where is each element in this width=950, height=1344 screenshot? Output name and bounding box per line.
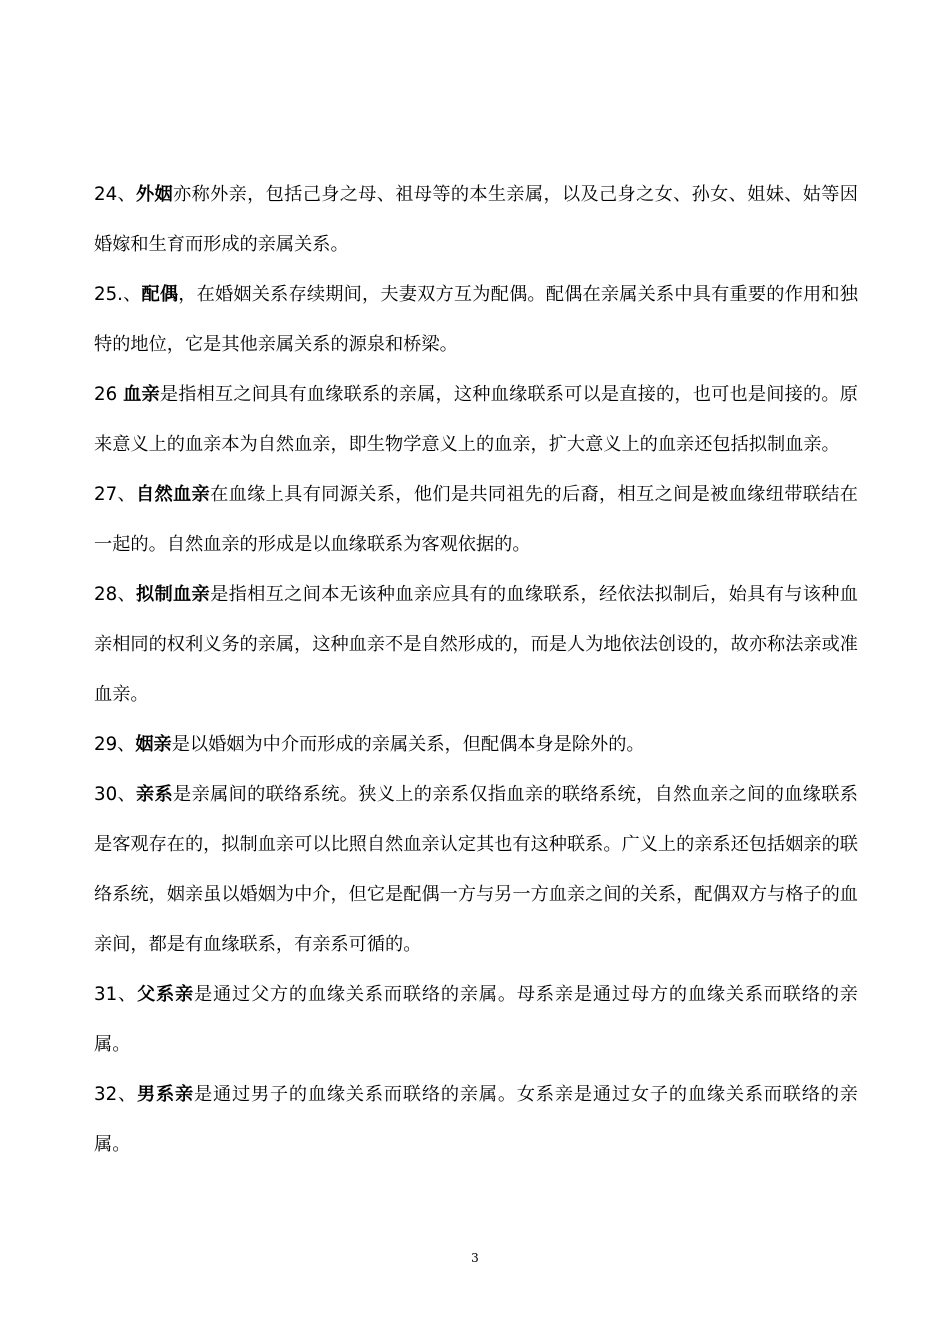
term-heading: 亲系 (136, 784, 174, 805)
definition-paragraph-32 (94, 1070, 858, 1170)
term-heading: 自然血亲 (136, 484, 211, 505)
term-heading: 外姻 (136, 184, 174, 205)
item-number: 32、 (94, 1084, 137, 1105)
definition-text: 亦称外亲，包括己身之母、祖母等的本生亲属，以及己身之女、孙女、姐妹、姑等因婚嫁和生育而形成的亲属关系。 (94, 184, 858, 255)
definition-paragraph-25 (94, 270, 858, 370)
page-number: 3 (471, 1251, 479, 1265)
definition-paragraph-28 (94, 570, 858, 720)
term-heading: 配偶 (141, 284, 179, 305)
definition-paragraph-24 (94, 170, 858, 270)
item-number: 29、 (94, 734, 136, 755)
term-heading: 血亲 (123, 384, 160, 405)
definition-paragraph-27 (94, 470, 858, 570)
definition-paragraph-29 (94, 720, 858, 770)
definition-text: 是以婚姻为中介而形成的亲属关系，但配偶本身是除外的。 (171, 734, 645, 755)
definition-paragraph-30 (94, 770, 858, 970)
item-number: 28、 (94, 584, 136, 605)
item-number: 31、 (94, 984, 137, 1005)
definition-text: 是通过男子的血缘关系而联络的亲属。女系亲是通过女子的血缘关系而联络的亲属。 (94, 1084, 858, 1155)
term-heading: 姻亲 (135, 734, 172, 755)
item-number: 26 (94, 384, 124, 405)
definition-text: 是亲属间的联络系统。狭义上的亲系仅指血亲的联络系统，自然血亲之间的血缘联系是客观存在的，拟制血亲可以比照自然血亲认定其也有这种联系。广义上的亲系还包括姻亲的联络系统，姻亲虽以婚姻为中介，但它是配偶一方与另一方血亲之间的关系，配偶双方与格子的血亲间，都是有血缘联系，有亲系可循的。 (94, 784, 858, 955)
definition-paragraph-26 (94, 370, 858, 470)
definition-text: ，在婚姻关系存续期间，夫妻双方互为配偶。配偶在亲属关系中具有重要的作用和独特的地位，它是其他亲属关系的源泉和桥梁。 (94, 284, 858, 355)
term-heading: 父系亲 (136, 984, 194, 1005)
item-number: 30、 (94, 784, 136, 805)
item-number: 25.、 (94, 284, 142, 305)
definition-paragraph-31 (94, 970, 858, 1070)
item-number: 27、 (94, 484, 136, 505)
definition-text: 是指相互之间本无该种血亲应具有的血缘联系，经依法拟制后，始具有与该种血亲相同的权利义务的亲属，这种血亲不是自然形成的，而是人为地依法创设的，故亦称法亲或准血亲。 (94, 584, 858, 705)
document-body (94, 170, 858, 1170)
definition-text: 在血缘上具有同源关系，他们是共同祖先的后裔，相互之间是被血缘纽带联结在一起的。自然血亲的形成是以血缘联系为客观依据的。 (94, 484, 858, 555)
item-number: 24、 (94, 184, 136, 205)
term-heading: 拟制血亲 (136, 584, 211, 605)
definition-text: 是指相互之间具有血缘联系的亲属，这种血缘联系可以是直接的，也可也是间接的。原来意义上的血亲本为自然血亲，即生物学意义上的血亲，扩大意义上的血亲还包括拟制血亲。 (94, 384, 858, 455)
definition-text: 是通过父方的血缘关系而联络的亲属。母系亲是通过母方的血缘关系而联络的亲属。 (94, 984, 858, 1055)
term-heading: 男系亲 (136, 1084, 194, 1105)
